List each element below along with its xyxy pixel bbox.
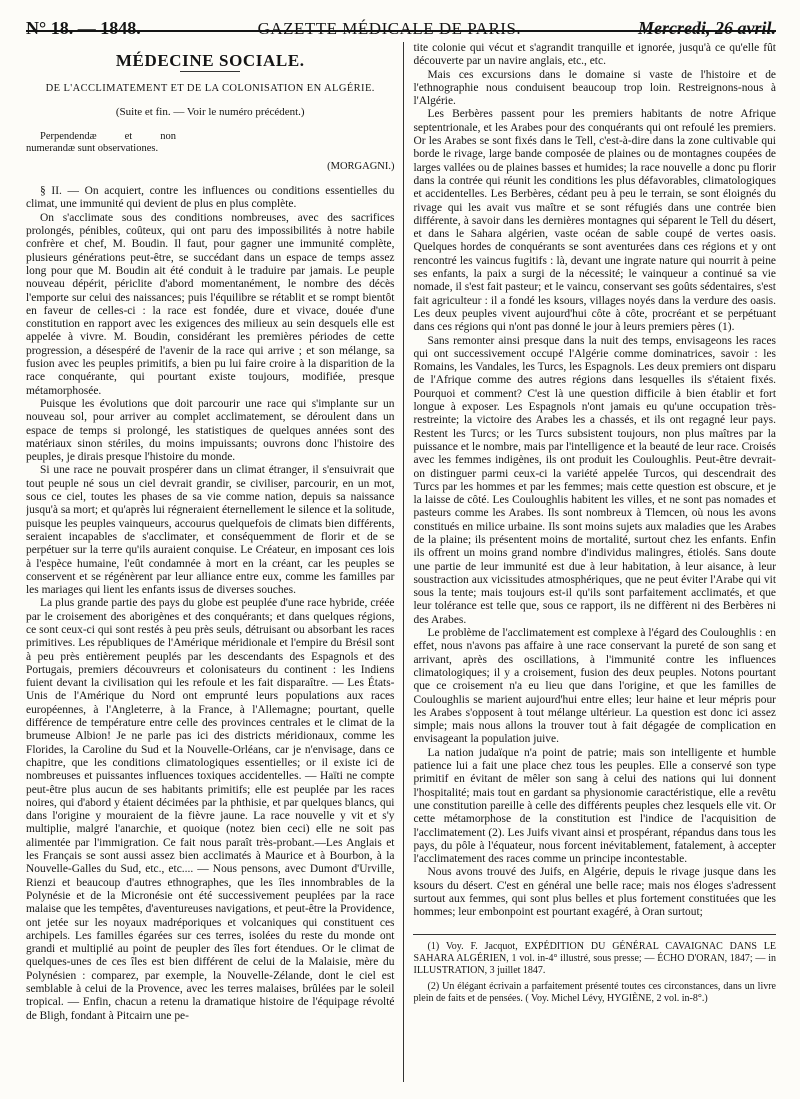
epigraph-source: (MORGAGNI.) [327, 160, 395, 172]
paragraph: Puisque les évolutions que doit parcourir une race qui s'implante sur un nouveau sol, pour arriver au complet acclimatement, se déroulent dans un espace de temps si prolongé, les statistiques de quelques années sont des matériaux sinon stériles, du moins impuissants; ouvrons donc l'histoire des peuples, je dirais presque l'histoire du monde. [26, 397, 395, 464]
masthead [26, 0, 776, 38]
paragraph: Les Berbères passent pour les premiers habitants de notre Afrique septentrionale, et les Arabes pour des conquérants qui ont refoulé les premiers. Or les Arabes se sont fixés dans le Tell, c'est-à-dire dans la zone cultivable qui borde le rivage, large bande composée de plaines ou de montagnes coupées de larges vallées ou de plaines basses et humides; la race nouvelle a donc pu florir dans la contrée qui réunit les conditions les plus défavorables, climatologiques et accidentelles. Les Berbères, cédant peu à peu le terrain, se sont éloignés du rivage qui les avait vus maître et se sont réfugiés dans une contrée bien différente, à savoir dans les dernières montagnes qui séparent le Tell du désert, et dans le Sahara algérien, vaste océan de sable coupé de vertes oasis. Quelques hordes de conquérants se sont aventurées dans ces régions et y ont rencontré les vaincus fugitifs : là, devant une ingrate nature qui nourrit à peine ses enfants, la paix a surgi de la nécessité; le vainqueur a continué sa vie nomade, il s'est fait pasteur; et le vaincu, conservant ses goûts sédentaires, s'est fait agriculteur : il a fondé les ksours, villages noyés dans la verdure des oasis. Les deux peuples vivent aujourd'hui côte à côte, procréant et se perpétuant dans ces régions qui n'ont pas donné le jour à leurs premiers pères (1). [413, 108, 776, 334]
issue-number: N° 18. — 1848. [26, 18, 141, 38]
paragraph: Si une race ne pouvait prospérer dans un climat étranger, il s'ensuivrait que tout peuple né sous un ciel devrait grandir, se civiliser, parcourir, en un mot, sous ce ciel, toutes les phases de sa vie comme nation, depuis sa naissance jusqu'à sa mort; et qu'après lui régneraient éternellement le silence et la solitude, puisque les peuples vainqueurs, accourus quelquefois de climats bien différents, seraient incapables de s'acclimater, et conséquemment de florir et de se perpétuer sur la terre qu'ils auraient conquise. Le Créateur, en imposant ces lois à l'espèce humaine, l'eût condamnée à mort en la créant, car les peuples se conservent et se régénèrent par leur alliance entre eux, comme les familles par les mariages qui lient les enfants issus de diverses souches. [26, 464, 395, 597]
footnote: (1) Voy. F. Jacquot, EXPÉDITION DU GÉNÉRAL CAVAIGNAC DANS LE SAHARA ALGÉRIEN, 1 vol. in-4° illustré, sous presse; — ÉCHO D'ORAN, 1847; — in ILLUSTRATION, 3 juillet 1847. [413, 940, 776, 976]
left-column [26, 42, 404, 1082]
footnotes [413, 934, 776, 1005]
epigraph: Perpendendæ et non numerandæ sunt observationes. [26, 130, 176, 155]
paragraph: tite colonie qui vécut et s'agrandit tranquille et ignorée, jusqu'à ce qu'elle fût découverte par un navire anglais, etc., etc. [413, 42, 776, 68]
footnote: (2) Un élégant écrivain a parfaitement présenté toutes ces circonstances, dans un livre plein de faits et de pensées. ( Voy. Michel Lévy, HYGIÈNE, 2 vol. in-8°.) [413, 980, 776, 1004]
continuation-note: (Suite et fin. — Voir le numéro précédent.) [115, 105, 305, 118]
title-divider [180, 71, 240, 72]
newspaper-title: GAZETTE MÉDICALE DE PARIS. [257, 19, 522, 38]
paragraph: On s'acclimate sous des conditions nombreuses, avec des sacrifices prolongés, pénibles, coûteux, qui ont paru des impossibilités à notre habile confrère et chef, M. Boudin. Il faut, pour gagner une immunité complète, plusieurs générations peut-être, se succédant dans un espace de temps assez long pour que M. Boudin ait été conduit à le traduire par jamais. Le peuple nouveau dépérit, périclite d'abord momentanément, le nombre des décès l'emporte sur celui des naissances; puis l'équilibre se rétablit et se rompt bientôt en faveur de celles-ci : la race est fondée, dure et vivace, douée d'une constitution en rapport avec les exigences des milieux au sein desquels elle est appelée à vivre. M. Boudin, considérant les premières périodes de cette progression, a désespéré de l'avenir de la race qui arrive ; et son mélange, sa fusion avec les peuples primitifs, a bien pu lui faire croire à la disparition de la race conquérante, qui pourtant existe toujours, modifiée, presque métamorphosée. [26, 211, 395, 397]
paragraph: Sans remonter ainsi presque dans la nuit des temps, envisageons les races qui ont successivement occupé l'Algérie comme dominatrices, savoir : les Romains, les Vandales, les Turcs, les Espagnols. Les deux premiers ont disparu de l'Afrique comme des autres régions dans lesquelles ils s'étaient fixés. Pourquoi et comment? C'est là une question difficile à bien établir et fort longue à exposer. Les Espagnols n'ont jamais eu qu'une occupation très-restreinte; la victoire des Arabes les a chassés, et ils ont regagné leur pays. Restent les Turcs; or les Turcs subsistent toujours, non plus maîtres par la puissance et le nombre, mais par l'intelligence et la beauté de leur race. Croisés avec les femmes indigènes, ils ont produit les Couloughlis. Peut-être devrait-on distinguer parmi ceux-ci la variété appelée Turcos, qui descendrait des Turcs par les hommes et par les femmes; mais cette question est obscure, et je la laisse de côté. Les Couloughlis habitent les villes, et ne sont pas nomades et pasteurs comme les Arabes. Ils sont nombreux à Tlemcen, où nous les avons constitués en milice urbaine. Ils sont moins sujets aux maladies que les Arabes de la plaine; ils présentent moins de mortalité, surtout chez les enfants. Enfin ils offrent un moins grand nombre d'individus malingres, étiolés. Sans doute une partie de leur immunité est due à leur habitation, à leur aisance, à leur soustraction aux vicissitudes atmosphériques, que ne peut éviter l'Arabe qui vit sous la tente; mais toujours est-il qu'ils sont parfaitement acclimatés, et que leur tolérance est telle que, sous ce rapport, ils ne diffèrent ni des Berbères ni des Arabes. [413, 334, 776, 626]
paragraph: Le problème de l'acclimatement est complexe à l'égard des Couloughlis : en effet, nous n'avons pas affaire à une race conservant la pureté de son sang et arrivant, après des oscillations, à l'immunité contre les influences climatologiques; il y a croisement, fusion des deux peuples. Notons pourtant que ce croisement n'a eu lieu que dans l'origine, et que les familles de Couloughlis se marient aujourd'hui entre elles; leur haine et leur mépris pour les Arabes s'opposent à tout mélange ultérieur. La question est donc ici assez simple; mais nous allons la trouver tout à fait dégagée de complication en envisageant la population juive. [413, 627, 776, 746]
section-title: MÉDECINE SOCIALE. [115, 51, 305, 70]
paragraph: Mais ces excursions dans le domaine si vaste de l'histoire et de l'ethnographie nous conduisent beaucoup trop loin. Restreignons-nous à l'Algérie. [413, 68, 776, 108]
issue-date: Mercredi, 26 avril. [638, 18, 776, 38]
paragraph: La plus grande partie des pays du globe est peuplée d'une race hybride, créée par le croisement des aborigènes et des conquérants; et dans quelques régions, ce sont ceux-ci qui sont restés à peu près seuls, détruisant ou absorbant les races primitives. Les républiques de l'Amérique méridionale et l'empire du Brésil sont à peu près entièrement peuplés par les descendants des Espagnols et des Portugais, premiers découvreurs et colonisateurs du continent : les Indiens fuient devant la civilisation qui les refoule et les fait disparaître. — Les États-Unis de l'Amérique du Nord ont emprunté leurs populations aux races européennes, à l'Angleterre, à la France, à l'Allemagne; pourtant, quelle différence de température entre celle des provinces centrales et le climat de la brumeuse Albion! Je ne parle pas ici des districts méridionaux, comme les Florides, la Caroline du Sud et la Nouvelle-Orléans, car je n'envisage, dans ce chapitre, que les conditions climatologiques essentielles; or il existe ici de nombreuses et puissantes influences toxiques accidentelles. — Haïti ne compte peut-être plus aucun de ses habitants primitifs; elle est peuplée par les races noires, qui d'abord y étaient décimées par la phthisie, et par quelques blancs, qui dans l'origine y mouraient de la fièvre jaune. La race nouvelle y vit et s'y multiplie, malgré l'anarchie, et quoique (notez bien ceci) elle ne soit pas alimentée par l'immigration. Ce fait nous paraît très-probant.—Les Anglais et les Français se sont aussi assez bien acclimatés à Maurice et à Bourbon, à la Nouvelle-Galles du Sud, etc., etc.... — Nous pensons, avec Dumont d'Urville, Rienzi et beaucoup d'autres ethnographes, que les îles innombrables de la Polynésie et de la Micronésie ont été successivement peuplées par la race malaise que les tempêtes, d'aventureuses navigations, et peut-être la Providence, ont jetée sur les noyaux madréporiques et volcaniques qui constituent ces archipels. Les familles égarées sur ces terres, isolées du reste du monde ont grandi et multiplié au point de peupler des îles fort étendues. Or le climat de quelques-unes de ces îles est bien différent de celui de la Malaisie, mère du Polynésien : comparez, par exemple, la Nouvelle-Zélande, dont le ciel est semblable à celui de la Provence, avec les terres malaises, brûlées par le soleil tropical. — Enfin, chacun a retenu la dramatique histoire de l'équipage révolté de Bligh, fondant à Pitcairn une pe- [26, 597, 395, 1022]
article-title: DE L'ACCLIMATEMENT ET DE LA COLONISATION EN ALGÉRIE. [45, 83, 375, 95]
paragraph: La nation judaïque n'a point de patrie; mais son intelligente et humble patience lui a fait une place chez tous les peuples. Elle a conservé son type primitif en évitant de mêler son sang à celui des nations qui lui donnent l'hospitalité; mais tout en gardant sa physionomie caractéristique, elle a revêtu une constitution pareille à celle des différents peuples chez lesquels elle vit. Or cette métamorphose de la constitution est l'indice de l'acquisition de l'acclimatement (2). Les Juifs vivant ainsi et prospérant, répandus dans tous les pays, du pôle à l'équateur, nous forcent inévitablement, fatalement, à accepter l'acclimatement des races comme un principe incontestable. [413, 746, 776, 866]
paragraph: Nous avons trouvé des Juifs, en Algérie, depuis le rivage jusque dans les ksours du désert. C'est en général une belle race; mais nos éloges s'adressent surtout aux femmes, qui sont plus belles et plus fortement constituées que les hommes; leur embonpoint est pourtant exagéré, à Oran surtout; [413, 866, 776, 919]
paragraph: § II. — On acquiert, contre les influences ou conditions essentielles du climat, une immunité qui devient de plus en plus complète. [26, 185, 395, 211]
article-columns [26, 42, 776, 1082]
right-column [404, 42, 776, 1082]
